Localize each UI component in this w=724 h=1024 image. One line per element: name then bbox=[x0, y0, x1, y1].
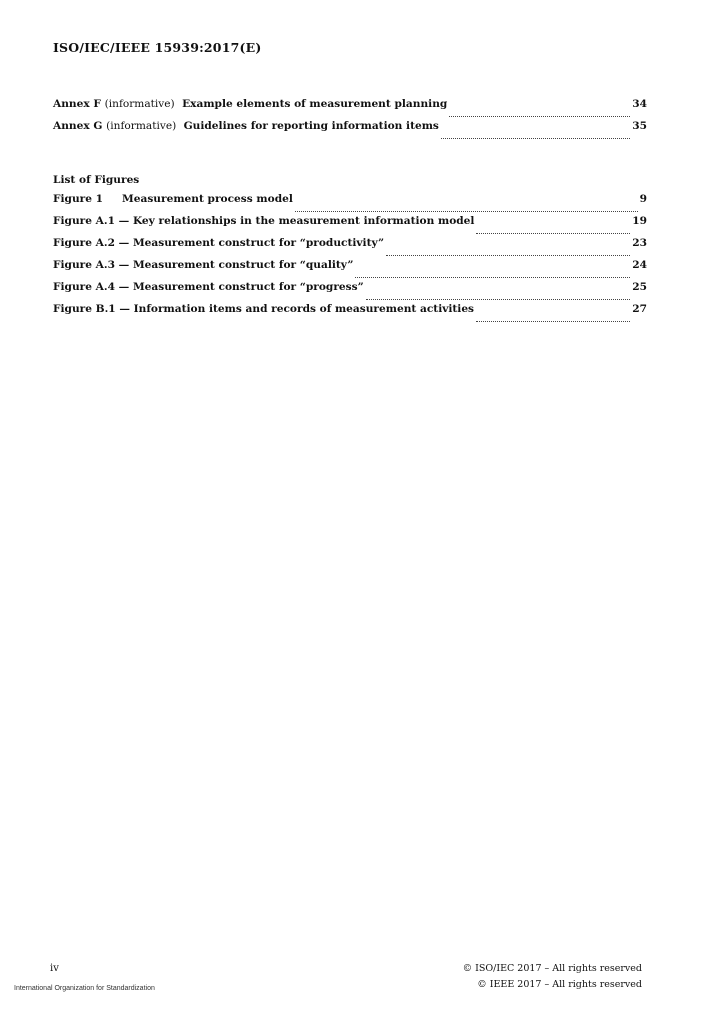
toc-entry-annex-f[interactable] bbox=[53, 98, 647, 120]
page-ref: 27 bbox=[632, 303, 647, 315]
page-number: iv bbox=[50, 963, 59, 974]
organization-watermark: International Organization for Standardization bbox=[14, 985, 155, 992]
figure-title: Measurement construct for “productivity” bbox=[132, 237, 385, 249]
dot-leader bbox=[449, 115, 630, 117]
figure-title: Measurement process model bbox=[122, 193, 293, 205]
figure-label: Figure B.1 — bbox=[53, 303, 130, 315]
annex-title: Example elements of measurement planning bbox=[182, 98, 448, 110]
dot-leader bbox=[441, 137, 630, 139]
figure-list bbox=[53, 193, 647, 325]
toc-entry-figure-a1[interactable] bbox=[53, 215, 647, 237]
dot-leader bbox=[476, 320, 630, 322]
figure-title: Information items and records of measurement activities bbox=[133, 303, 475, 315]
page-ref: 25 bbox=[632, 281, 647, 293]
figure-label: Figure A.2 — bbox=[53, 237, 130, 249]
page-ref: 34 bbox=[632, 98, 647, 110]
document-id: ISO/IEC/IEEE 15939:2017(E) bbox=[53, 40, 262, 55]
figure-title: Measurement construct for “quality” bbox=[132, 259, 354, 271]
annex-label: Annex F bbox=[53, 98, 101, 110]
page-ref: 19 bbox=[632, 215, 647, 227]
figure-label: Figure A.4 — bbox=[53, 281, 130, 293]
figure-label: Figure A.1 — bbox=[53, 215, 130, 227]
toc-entry-figure-b1[interactable] bbox=[53, 303, 647, 325]
toc-entry-figure-a4[interactable] bbox=[53, 281, 647, 303]
annex-list bbox=[53, 98, 647, 142]
toc-entry-figure-a3[interactable] bbox=[53, 259, 647, 281]
figure-label: Figure A.3 — bbox=[53, 259, 130, 271]
copyright-iso: © ISO/IEC 2017 – All rights reserved bbox=[462, 963, 642, 974]
toc-entry-figure-1[interactable] bbox=[53, 193, 647, 215]
page-ref: 9 bbox=[639, 193, 647, 205]
dot-leader bbox=[295, 210, 638, 212]
figure-title: Measurement construct for “progress” bbox=[132, 281, 364, 293]
annex-label: Annex G bbox=[53, 120, 103, 132]
toc-entry-figure-a2[interactable] bbox=[53, 237, 647, 259]
figure-label: Figure 1 bbox=[53, 193, 104, 205]
copyright-ieee: © IEEE 2017 – All rights reserved bbox=[477, 979, 642, 990]
toc-entry-annex-g[interactable] bbox=[53, 120, 647, 142]
annex-type: (informative) bbox=[106, 120, 177, 132]
page-ref: 35 bbox=[632, 120, 647, 132]
annex-title: Guidelines for reporting information items bbox=[183, 120, 439, 132]
dot-leader bbox=[386, 254, 630, 256]
dot-leader bbox=[366, 298, 631, 300]
dot-leader bbox=[355, 276, 630, 278]
figures-heading: List of Figures bbox=[53, 174, 140, 186]
dot-leader bbox=[476, 232, 630, 234]
annex-type: (informative) bbox=[104, 98, 175, 110]
page-ref: 23 bbox=[632, 237, 647, 249]
page-ref: 24 bbox=[632, 259, 647, 271]
figure-title: Key relationships in the measurement information model bbox=[132, 215, 475, 227]
